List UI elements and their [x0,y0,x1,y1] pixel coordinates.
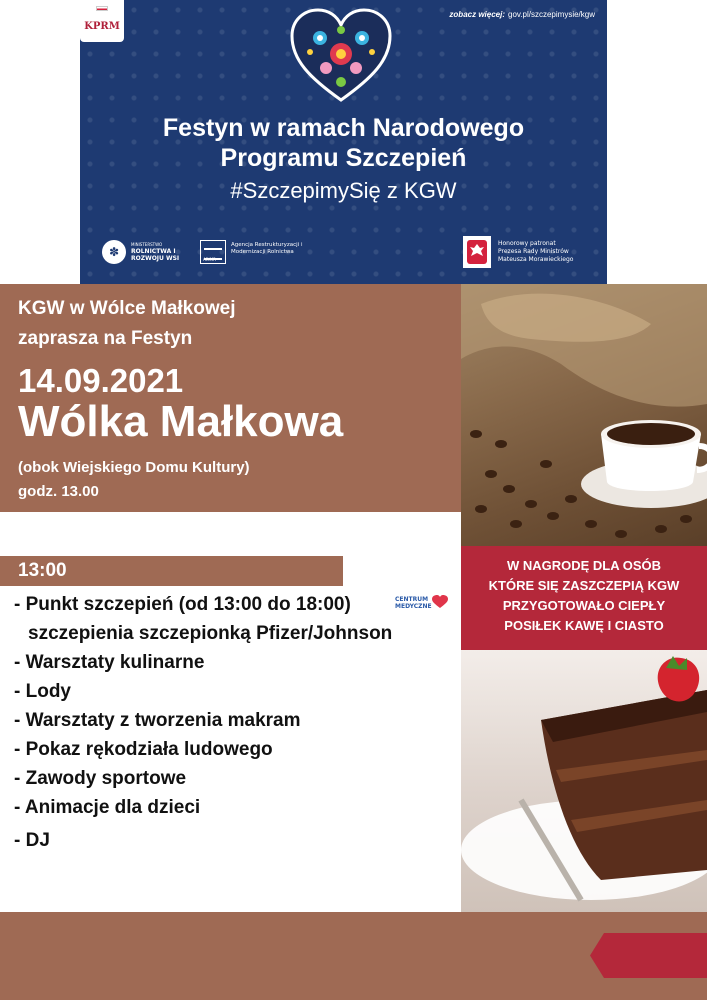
list-item: - Pokaz rękodziała ludowego [14,739,273,760]
patron-text [498,240,573,264]
chocolate-cake-icon [461,650,707,912]
wheat-icon: ✽ [102,240,126,264]
footer-red-tag [590,933,707,978]
list-item: - Punkt szczepień (od 13:00 do 18:00) [14,594,351,615]
ministry-name: ROLNICTWA I ROZWOJU WSI [131,248,180,262]
see-more-label: zobacz więcej: [449,10,505,19]
banner-title-line2: Programu Szczepień [220,144,467,172]
reward-notice [461,546,707,650]
patron-line2: Prezesa Rady Ministrów [498,248,569,255]
clinic-logo-text [395,596,432,610]
cake-photo [461,650,707,912]
patron-line1: Honorowy patronat [498,240,556,247]
list-item: szczepienia szczepionką Pfizer/Johnson [28,623,393,644]
see-more-link[interactable] [449,10,595,19]
coffee-cup-icon [461,284,707,546]
invite-line1: KGW w Wólce Małkowej [18,298,236,319]
reward-line1: W NAGRODĘ DLA OSÓB [506,558,662,573]
ministry-small-label: MINISTERSTWO [131,242,163,247]
arimr-name: Agencja Restrukturyzacji i Modernizacji Rolnictwa [231,242,303,255]
eagle-emblem-icon [463,236,491,268]
list-item: - DJ [14,830,50,851]
reward-line2: KTÓRE SIĘ ZASZCZEPIĄ KGW [488,578,680,593]
program-start-time: 13:00 [18,560,67,581]
list-item: - Warsztaty kulinarne [14,652,205,673]
list-item: - Warsztaty z tworzenia makram [14,710,301,731]
event-date: 14.09.2021 [18,362,184,399]
clinic-logo-line2: MEDYCZNE [395,603,432,610]
kprm-label: KPRM [84,21,120,32]
patron-logo [463,236,603,272]
flag-icon [96,6,108,11]
list-item: - Zawody sportowe [14,768,187,789]
heart-icon [432,595,448,609]
clinic-logo-line1: CENTRUM [395,596,429,603]
patron-line3: Mateusza Morawieckiego [498,256,574,263]
arimr-icon: ARiMR [200,240,226,264]
program-list [14,591,454,856]
list-item: - Lody [14,681,71,702]
reward-line3: PRZYGOTOWAŁO CIEPŁY [502,598,666,613]
arimr-logo [200,240,310,268]
location-note: (obok Wiejskiego Domu Kultury) [18,459,250,476]
ministry-logo [102,240,202,268]
invitation [18,294,235,354]
event-info [0,284,461,512]
see-more-url: gov.pl/szczepimysie/kgw [508,10,595,19]
banner-title-line1: Festyn w ramach Narodowego [162,114,525,142]
footer-bar [0,912,707,1000]
vaccination-banner [80,0,607,284]
clinic-logo [395,594,453,614]
list-item: - Animacje dla dzieci [14,797,201,818]
banner-title [80,113,607,173]
kprm-logo [80,0,124,42]
event-place: Wólka Małkowa [18,397,344,446]
reward-line4: POSIŁEK KAWĘ I CIASTO [504,618,664,633]
coffee-photo [461,284,707,546]
folk-heart-icon [290,8,392,104]
program-time-bar [0,556,343,586]
invite-line2: zaprasza na Festyn [18,328,193,349]
event-time: godz. 13.00 [18,483,99,500]
banner-hashtag: #SzczepimySię z KGW [230,178,457,203]
event-location-note [18,456,250,504]
